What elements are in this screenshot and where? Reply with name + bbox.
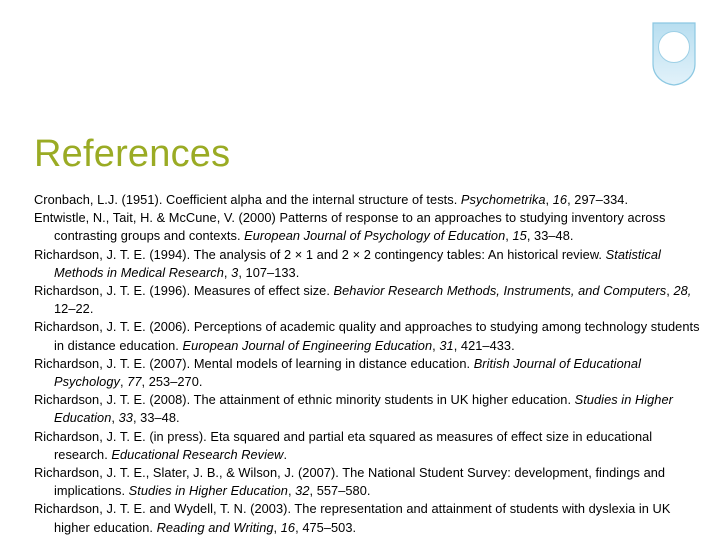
reference-separator: , [223, 264, 232, 280]
reference-text: Richardson, J. T. E. and Wydell, T. N. (2003). The representation and attainment of students with dyslexia in UK higher education. [34, 501, 671, 535]
reference-volume: 33 [118, 410, 133, 426]
reference-separator: , [119, 374, 128, 390]
reference-separator: , [505, 228, 513, 244]
reference-text: Richardson, J. T. E., Slater, J. B., & Wilson, J. (2007). The National Student Survey: development, findings and implications. [34, 465, 666, 499]
reference-journal: Psychometrika [460, 192, 546, 207]
reference-pages: , 253–270. [141, 374, 203, 390]
logo-shield-graphic [652, 22, 696, 86]
reference-item [34, 500, 706, 536]
reference-volume: 16 [552, 192, 568, 207]
reference-item [34, 209, 706, 245]
reference-volume: 77 [127, 374, 142, 390]
reference-item [34, 282, 706, 318]
reference-text: Richardson, J. T. E. (2006). Perceptions of academic quality and approaches to studying among technology students in distance education. [34, 319, 700, 353]
reference-pages: , 475–503. [295, 519, 357, 535]
reference-separator: , [432, 337, 440, 353]
reference-pages: , 33–48. [132, 410, 180, 426]
reference-pages: , 421–433. [453, 337, 515, 353]
reference-pages: , 297–334. [567, 192, 629, 207]
reference-volume: 28, [673, 283, 692, 299]
reference-text: Richardson, J. T. E. (in press). Eta squared and partial eta squared as measures of effect size in educational research. [34, 428, 653, 462]
reference-journal: Studies in Higher Education [128, 483, 288, 499]
reference-pages: , 107–133. [238, 264, 300, 280]
reference-item [34, 355, 706, 391]
reference-volume: 15 [512, 228, 527, 244]
reference-pages: 12–22. [54, 301, 94, 317]
reference-volume: 31 [439, 337, 454, 353]
reference-volume: 32 [295, 483, 310, 499]
reference-separator: . [283, 446, 288, 462]
reference-separator: , [287, 483, 296, 499]
reference-item [34, 191, 706, 209]
reference-item [34, 318, 706, 354]
open-university-logo-icon [652, 22, 696, 86]
reference-separator: , [111, 410, 119, 426]
reference-volume: 3 [231, 264, 239, 280]
reference-text: Richardson, J. T. E. (2007). Mental models of learning in distance education. [34, 355, 474, 371]
reference-journal: European Journal of Psychology of Education [244, 228, 506, 244]
page-title: References [34, 133, 231, 175]
reference-separator: , [666, 283, 674, 299]
reference-item [34, 428, 706, 464]
reference-text: Cronbach, L.J. (1951). Coefficient alpha and the internal structure of tests. [34, 192, 461, 207]
reference-journal: Studies in Higher Education [54, 392, 673, 426]
reference-journal: British Journal of Educational Psychology [54, 355, 641, 390]
reference-item [34, 246, 706, 282]
reference-text: Richardson, J. T. E. (2008). The attainment of ethnic minority students in UK higher education. [34, 392, 575, 408]
reference-separator: , [273, 519, 281, 535]
reference-list [34, 191, 706, 537]
reference-journal: Statistical Methods in Medical Research [54, 246, 661, 280]
reference-journal: Reading and Writing [156, 519, 274, 535]
reference-journal: European Journal of Engineering Education [182, 337, 433, 353]
reference-separator: , [545, 192, 553, 207]
reference-text: Richardson, J. T. E. (1994). The analysis of 2 × 1 and 2 × 2 contingency tables: An historical review. [34, 246, 606, 262]
reference-pages: , 557–580. [309, 483, 371, 499]
reference-text: Entwistle, N., Tait, H. & McCune, V. (2000) Patterns of response to an approaches to studying inventory across contrasting groups and contexts. [34, 210, 666, 244]
reference-pages: , 33–48. [526, 228, 574, 244]
reference-item [34, 391, 706, 427]
reference-journal: Behavior Research Methods, Instruments, and Computers [333, 283, 667, 299]
logo-circle-shape [659, 32, 690, 63]
reference-item [34, 464, 706, 500]
reference-volume: 16 [280, 519, 296, 535]
reference-journal: Educational Research Review [111, 446, 284, 462]
reference-text: Richardson, J. T. E. (1996). Measures of effect size. [34, 283, 334, 299]
